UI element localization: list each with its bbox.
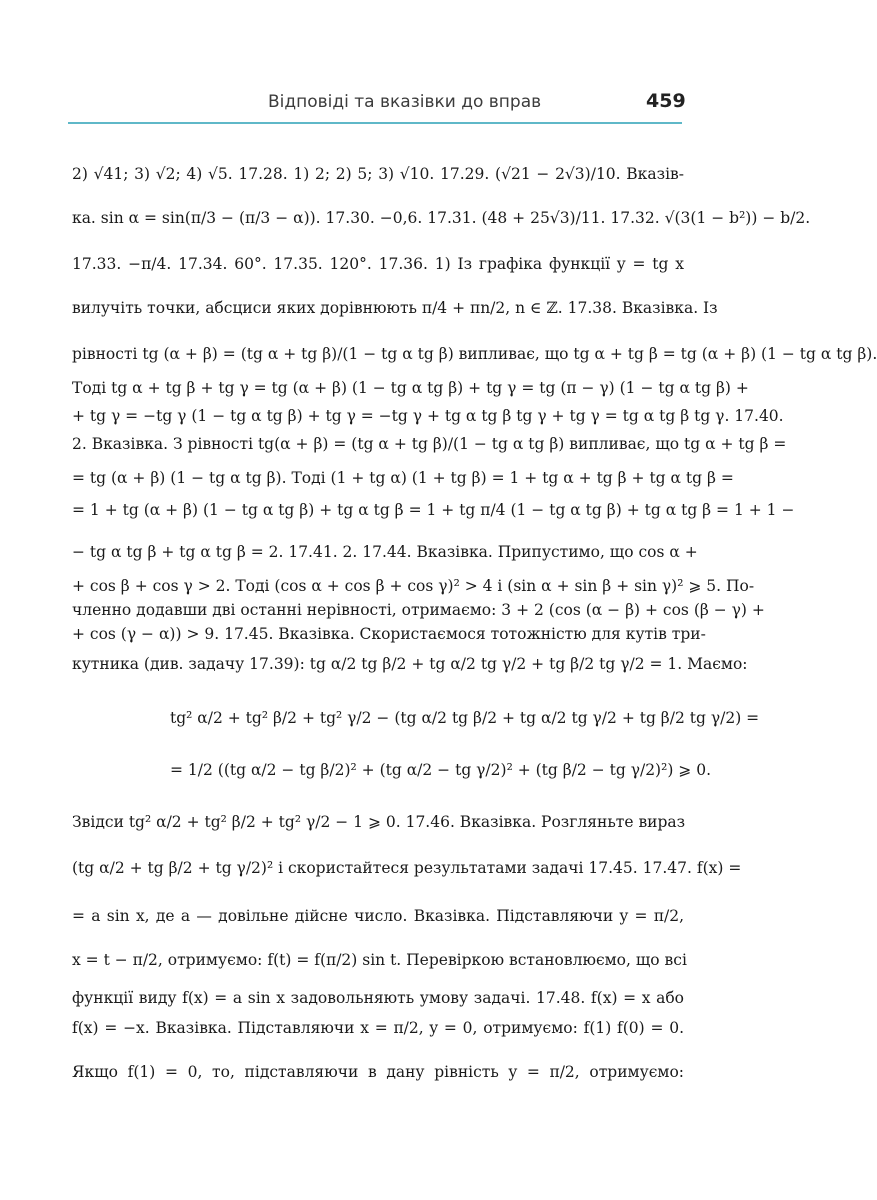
display-equation: tg² α/2 + tg² β/2 + tg² γ/2 − (tg α/2 tg β/2 + tg α/2 tg γ/2 + tg β/2 tg γ/2) = <box>170 709 760 727</box>
text-line: = tg (α + β) (1 − tg α tg β). Тоді (1 + tg α) (1 + tg β) = 1 + tg α + tg β + tg α tg β = <box>72 469 734 487</box>
text-line: f(x) = −x. Вказівка. Підставляючи x = π/2, y = 0, отримуємо: f(1) f(0) = 0. <box>72 1019 684 1037</box>
text-line: = 1 + tg (α + β) (1 − tg α tg β) + tg α tg β = 1 + tg π/4 (1 − tg α tg β) + tg α tg β = 1 + 1 − <box>72 501 795 519</box>
text-line: 17.33. −π/4. 17.34. 60°. 17.35. 120°. 17.36. 1) Із графіка функції y = tg x <box>72 255 684 273</box>
text-line: кутника (див. задачу 17.39): tg α/2 tg β/2 + tg α/2 tg γ/2 + tg β/2 tg γ/2 = 1. Маємо: <box>72 655 748 673</box>
text-line: вилучіть точки, абсциси яких дорівнюють π/4 + πn/2, n ∈ ℤ. 17.38. Вказівка. Із <box>72 299 718 317</box>
page-number: 459 <box>646 90 686 112</box>
text-line: = a sin x, де a — довільне дійсне число. Вказівка. Підставляючи y = π/2, <box>72 907 684 925</box>
text-line: Звідси tg² α/2 + tg² β/2 + tg² γ/2 − 1 ⩾ 0. 17.46. Вказівка. Розгляньте вираз <box>72 813 686 831</box>
display-equation: = 1/2 ((tg α/2 − tg β/2)² + (tg α/2 − tg γ/2)² + (tg β/2 − tg γ/2)²) ⩾ 0. <box>170 761 711 779</box>
text-line: рівності tg (α + β) = (tg α + tg β)/(1 − tg α tg β) випливає, що tg α + tg β = tg (α + β) (1 − tg α tg β). <box>72 345 877 363</box>
header-divider <box>68 122 682 124</box>
text-line: Якщо f(1) = 0, то, підставляючи в дану рівність y = π/2, отримуємо: <box>72 1063 684 1081</box>
text-line: + tg γ = −tg γ (1 − tg α tg β) + tg γ = −tg γ + tg α tg β tg γ + tg γ = tg α tg β tg γ. 17.40. <box>72 407 784 425</box>
text-line: x = t − π/2, отримуємо: f(t) = f(π/2) sin t. Перевіркою встановлюємо, що всі <box>72 951 687 969</box>
text-line: + cos (γ − α)) > 9. 17.45. Вказівка. Скористаємося тотожністю для кутів три- <box>72 625 706 643</box>
text-line: + cos β + cos γ > 2. Тоді (cos α + cos β + cos γ)² > 4 і (sin α + sin β + sin γ)² ⩾ 5. По- <box>72 577 755 595</box>
text-line: 2) √41; 3) √2; 4) √5. 17.28. 1) 2; 2) 5; 3) √10. 17.29. (√21 − 2√3)/10. Вказів- <box>72 165 684 183</box>
text-line: ка. sin α = sin(π/3 − (π/3 − α)). 17.30. −0,6. 17.31. (48 + 25√3)/11. 17.32. √(3(1 − b²)) − b/2. <box>72 209 811 227</box>
header-title: Відповіді та вказівки до вправ <box>268 92 542 112</box>
text-line: членно додавши дві останні нерівності, отримаємо: 3 + 2 (cos (α − β) + cos (β − γ) + <box>72 601 765 619</box>
text-line: 2. Вказівка. З рівності tg(α + β) = (tg α + tg β)/(1 − tg α tg β) випливає, що tg α + tg β = <box>72 435 787 453</box>
text-line: Тоді tg α + tg β + tg γ = tg (α + β) (1 − tg α tg β) + tg γ = tg (π − γ) (1 − tg α tg β) + <box>72 379 749 397</box>
text-line: функції виду f(x) = a sin x задовольняють умову задачі. 17.48. f(x) = x або <box>72 989 684 1007</box>
text-line: − tg α tg β + tg α tg β = 2. 17.41. 2. 17.44. Вказівка. Припустимо, що cos α + <box>72 543 698 561</box>
text-line: (tg α/2 + tg β/2 + tg γ/2)² і скористайтеся результатами задачі 17.45. 17.47. f(x) = <box>72 859 742 877</box>
